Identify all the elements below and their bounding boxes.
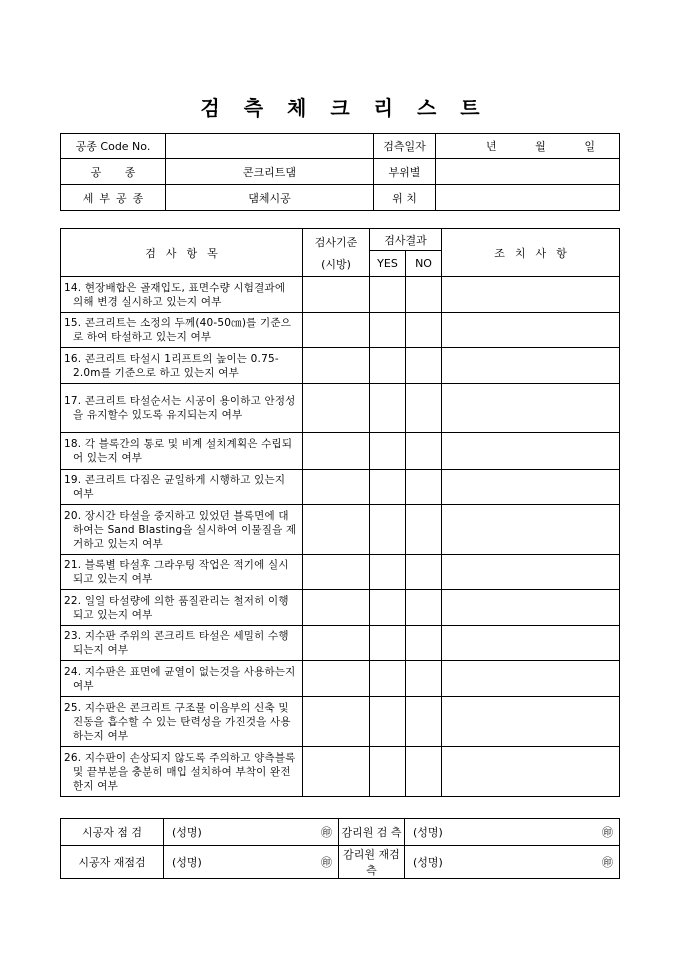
- check-item-text: 26. 지수판이 손상되지 않도록 주의하고 양측블록 및 끝부분을 충분히 매입 설치하여 부착이 완전한지 여부: [61, 747, 303, 797]
- no-cell[interactable]: [406, 313, 442, 348]
- no-cell[interactable]: [406, 348, 442, 384]
- action-cell[interactable]: [442, 747, 620, 797]
- document-title: 검측체크리스트: [200, 96, 504, 120]
- supervisor-check-label: 감리원 검 측: [339, 819, 405, 846]
- standard-cell[interactable]: [303, 697, 370, 747]
- date-year: 년: [486, 140, 497, 153]
- yes-cell[interactable]: [370, 470, 406, 505]
- standard-cell[interactable]: [303, 505, 370, 555]
- col-no-header: NO: [406, 251, 442, 277]
- detail-value[interactable]: 댐체시공: [166, 185, 374, 211]
- no-cell[interactable]: [406, 384, 442, 433]
- yes-cell[interactable]: [370, 313, 406, 348]
- check-item-text: 14. 현장배합은 골재입도, 표면수량 시험결과에 의해 변경 실시하고 있는지 여부: [61, 277, 303, 313]
- no-cell[interactable]: [406, 505, 442, 555]
- check-item-text: 21. 블록별 타설후 그라우팅 작업은 적기에 실시되고 있는지 여부: [61, 555, 303, 590]
- no-cell[interactable]: [406, 697, 442, 747]
- table-row: [61, 590, 620, 626]
- check-item-text: 16. 콘크리트 타설시 1리프트의 높이는 0.75-2.0m를 기준으로 하고 있는지 여부: [61, 348, 303, 384]
- no-cell[interactable]: [406, 555, 442, 590]
- supervisor-check-name[interactable]: (성명): [405, 819, 582, 846]
- yes-cell[interactable]: [370, 384, 406, 433]
- check-item-text: 19. 콘크리트 다짐은 균일하게 시행하고 있는지 여부: [61, 470, 303, 505]
- checklist-table: [60, 228, 620, 797]
- table-row: [61, 626, 620, 661]
- action-cell[interactable]: [442, 590, 620, 626]
- action-cell[interactable]: [442, 433, 620, 470]
- standard-cell[interactable]: [303, 470, 370, 505]
- seal-icon: ㊞: [582, 819, 620, 846]
- yes-cell[interactable]: [370, 277, 406, 313]
- table-row: [61, 661, 620, 697]
- part-value[interactable]: [436, 159, 620, 185]
- location-label: 위 치: [374, 185, 436, 211]
- action-cell[interactable]: [442, 626, 620, 661]
- code-field[interactable]: [166, 134, 374, 159]
- seal-icon: ㊞: [304, 846, 339, 879]
- standard-cell[interactable]: [303, 747, 370, 797]
- action-cell[interactable]: [442, 277, 620, 313]
- action-cell[interactable]: [442, 505, 620, 555]
- col-standard-sub: (시방): [321, 257, 351, 271]
- table-row: [61, 277, 620, 313]
- col-standard-label: 검사기준: [314, 235, 358, 249]
- table-row: [61, 348, 620, 384]
- table-row: [61, 697, 620, 747]
- yes-cell[interactable]: [370, 590, 406, 626]
- check-item-text: 20. 장시간 타설을 중지하고 있었던 블록면에 대하여는 Sand Blasting을 실시하여 이물질을 제거하고 있는지 여부: [61, 505, 303, 555]
- work-label: 공 종: [61, 159, 166, 185]
- no-cell[interactable]: [406, 433, 442, 470]
- supervisor-recheck-label: 감리원 재검측: [339, 846, 405, 879]
- standard-cell[interactable]: [303, 555, 370, 590]
- standard-cell[interactable]: [303, 277, 370, 313]
- table-row: [61, 384, 620, 433]
- detail-label: 세부공종: [61, 185, 166, 211]
- standard-cell[interactable]: [303, 384, 370, 433]
- header-table: [60, 133, 620, 211]
- contractor-check-label: 시공자 점 검: [61, 819, 164, 846]
- date-day: 일: [584, 140, 595, 153]
- seal-icon: ㊞: [304, 819, 339, 846]
- yes-cell[interactable]: [370, 697, 406, 747]
- col-yes-header: YES: [370, 251, 406, 277]
- yes-cell[interactable]: [370, 661, 406, 697]
- check-item-text: 17. 콘크리트 타설순서는 시공이 용이하고 안정성을 유지할수 있도록 유지되는지 여부: [61, 384, 303, 433]
- action-cell[interactable]: [442, 697, 620, 747]
- check-item-text: 15. 콘크리트는 소정의 두께(40-50㎝)를 기준으로 하여 타설하고 있는지 여부: [61, 313, 303, 348]
- yes-cell[interactable]: [370, 505, 406, 555]
- action-cell[interactable]: [442, 555, 620, 590]
- table-row: [61, 433, 620, 470]
- col-item-header: 검사항목: [61, 229, 303, 277]
- no-cell[interactable]: [406, 661, 442, 697]
- standard-cell[interactable]: [303, 433, 370, 470]
- no-cell[interactable]: [406, 590, 442, 626]
- date-month: 월: [535, 140, 546, 153]
- check-item-text: 18. 각 블록간의 통로 및 비계 설치계획은 수립되어 있는지 여부: [61, 433, 303, 470]
- col-standard-header: [303, 229, 370, 277]
- no-cell[interactable]: [406, 626, 442, 661]
- standard-cell[interactable]: [303, 626, 370, 661]
- contractor-check-name[interactable]: (성명): [164, 819, 304, 846]
- no-cell[interactable]: [406, 277, 442, 313]
- no-cell[interactable]: [406, 747, 442, 797]
- standard-cell[interactable]: [303, 590, 370, 626]
- contractor-recheck-label: 시공자 재점검: [61, 846, 164, 879]
- contractor-recheck-name[interactable]: (성명): [164, 846, 304, 879]
- yes-cell[interactable]: [370, 747, 406, 797]
- location-value[interactable]: [436, 185, 620, 211]
- supervisor-recheck-name[interactable]: (성명): [405, 846, 582, 879]
- check-item-text: 25. 지수판은 콘크리트 구조물 이음부의 신축 및 진동을 흡수할 수 있는 탄력성을 가진것을 사용 하는지 여부: [61, 697, 303, 747]
- yes-cell[interactable]: [370, 626, 406, 661]
- action-cell[interactable]: [442, 470, 620, 505]
- col-result-header: 검사결과: [370, 229, 442, 251]
- no-cell[interactable]: [406, 470, 442, 505]
- date-label: 검측일자: [374, 134, 436, 159]
- action-cell[interactable]: [442, 384, 620, 433]
- code-label: 공종 Code No.: [61, 134, 166, 159]
- check-item-text: 22. 일일 타설량에 의한 품질관리는 철저히 이행되고 있는지 여부: [61, 590, 303, 626]
- standard-cell[interactable]: [303, 348, 370, 384]
- table-row: [61, 505, 620, 555]
- yes-cell[interactable]: [370, 348, 406, 384]
- check-item-text: 23. 지수판 주위의 콘크리트 타설은 세밀히 수행되는지 여부: [61, 626, 303, 661]
- work-value[interactable]: 콘크리트댐: [166, 159, 374, 185]
- table-row: [61, 555, 620, 590]
- date-field[interactable]: [436, 134, 620, 159]
- action-cell[interactable]: [442, 348, 620, 384]
- yes-cell[interactable]: [370, 433, 406, 470]
- check-item-text: 24. 지수판은 표면에 균열이 없는것을 사용하는지 여부: [61, 661, 303, 697]
- table-row: [61, 470, 620, 505]
- signature-table: [60, 818, 620, 879]
- table-row: [61, 747, 620, 797]
- seal-icon: ㊞: [582, 846, 620, 879]
- table-row: [61, 313, 620, 348]
- yes-cell[interactable]: [370, 555, 406, 590]
- action-cell[interactable]: [442, 661, 620, 697]
- part-label: 부위별: [374, 159, 436, 185]
- standard-cell[interactable]: [303, 313, 370, 348]
- action-cell[interactable]: [442, 313, 620, 348]
- col-action-header: 조치사항: [442, 229, 620, 277]
- standard-cell[interactable]: [303, 661, 370, 697]
